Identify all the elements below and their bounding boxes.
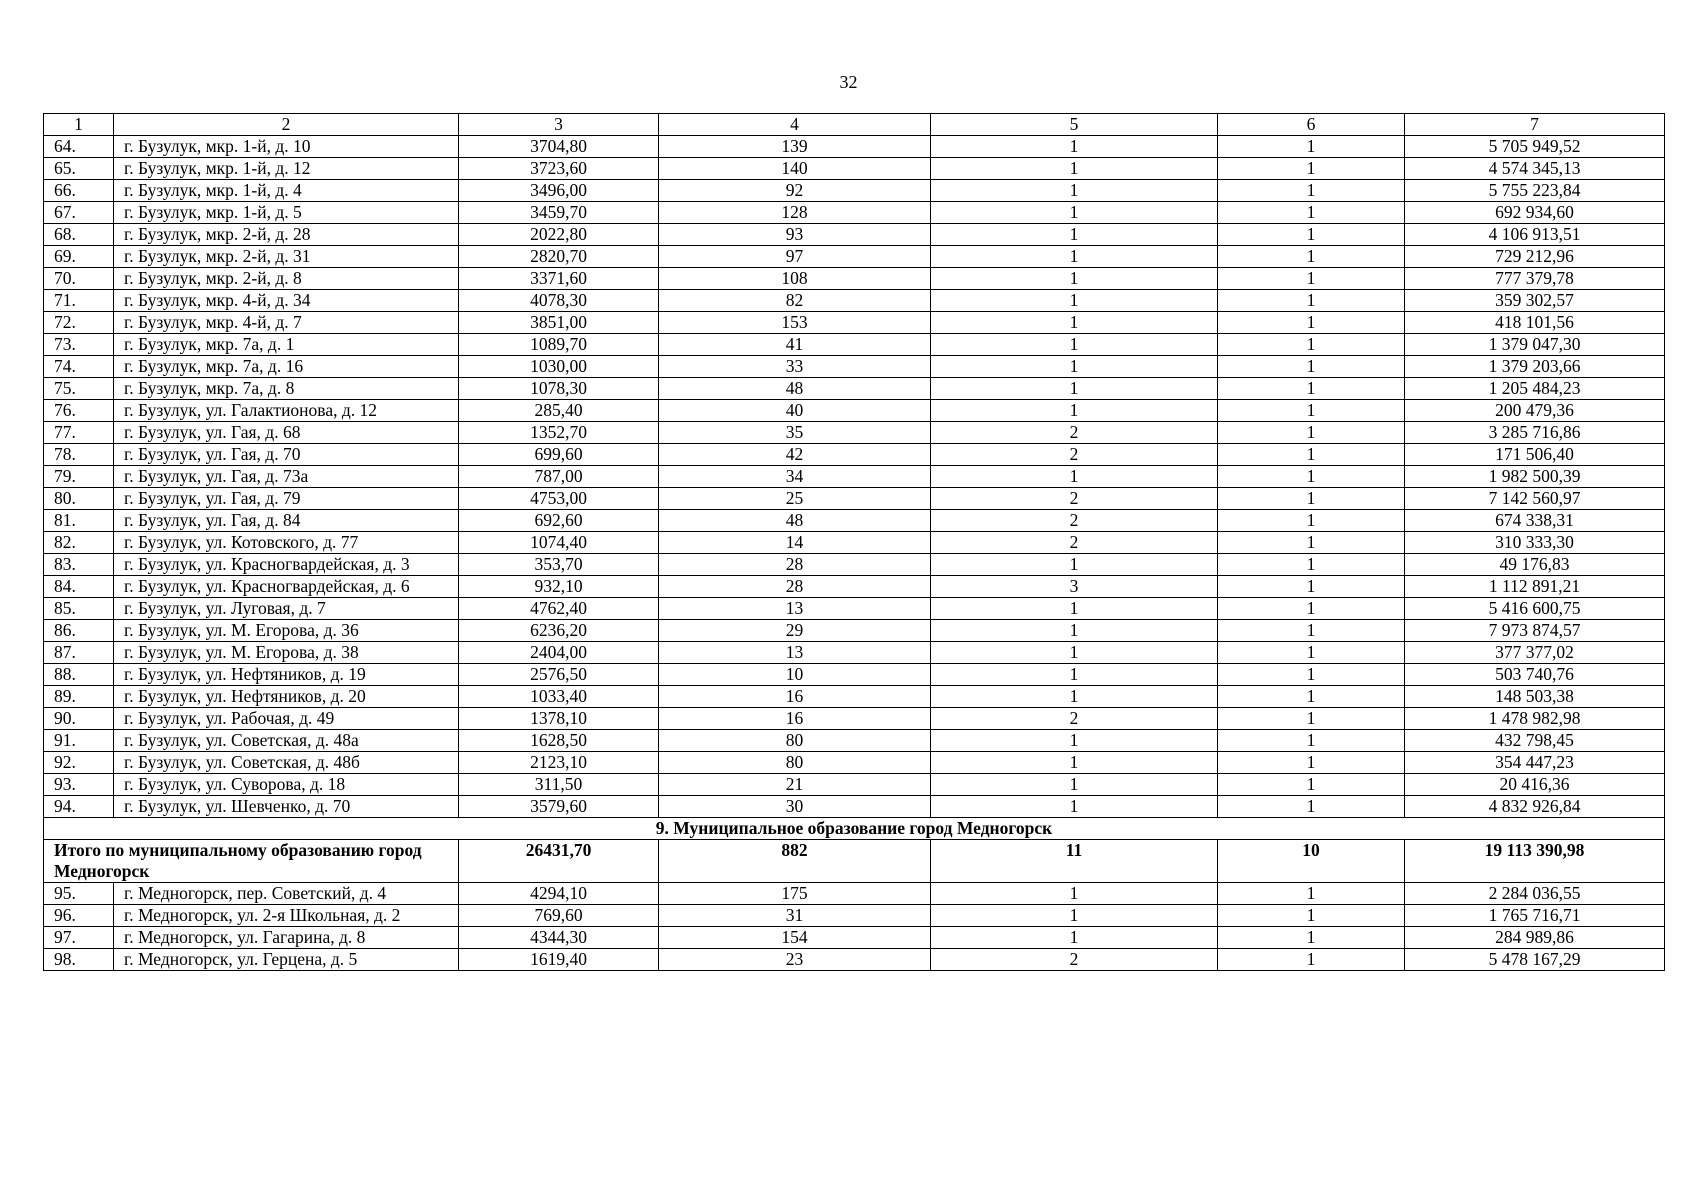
col6: 1 xyxy=(1218,136,1405,158)
col5: 1 xyxy=(931,224,1218,246)
area: 932,10 xyxy=(459,576,659,598)
col5: 2 xyxy=(931,444,1218,466)
cost: 729 212,96 xyxy=(1405,246,1665,268)
col5: 1 xyxy=(931,730,1218,752)
col6: 1 xyxy=(1218,752,1405,774)
residents: 14 xyxy=(659,532,931,554)
header-row xyxy=(44,114,1665,136)
table-row xyxy=(44,444,1665,466)
col6: 1 xyxy=(1218,883,1405,905)
col6: 1 xyxy=(1218,796,1405,818)
area: 769,60 xyxy=(459,905,659,927)
total-area: 26431,70 xyxy=(459,840,659,883)
address: г. Медногорск, ул. 2-я Школьная, д. 2 xyxy=(114,905,459,927)
row-number: 71. xyxy=(44,290,114,312)
row-number: 78. xyxy=(44,444,114,466)
area: 285,40 xyxy=(459,400,659,422)
address: г. Бузулук, мкр. 7а, д. 16 xyxy=(114,356,459,378)
col6: 1 xyxy=(1218,268,1405,290)
header-cell: 2 xyxy=(114,114,459,136)
address: г. Бузулук, ул. Рабочая, д. 49 xyxy=(114,708,459,730)
area: 2022,80 xyxy=(459,224,659,246)
table-row xyxy=(44,378,1665,400)
table-row xyxy=(44,642,1665,664)
table-row xyxy=(44,158,1665,180)
cost: 359 302,57 xyxy=(1405,290,1665,312)
row-number: 82. xyxy=(44,532,114,554)
col5: 1 xyxy=(931,752,1218,774)
area: 4344,30 xyxy=(459,927,659,949)
residents: 13 xyxy=(659,598,931,620)
col5: 1 xyxy=(931,554,1218,576)
address: г. Бузулук, мкр. 1-й, д. 4 xyxy=(114,180,459,202)
table-row xyxy=(44,246,1665,268)
address: г. Бузулук, ул. Шевченко, д. 70 xyxy=(114,796,459,818)
area: 6236,20 xyxy=(459,620,659,642)
cost: 4 106 913,51 xyxy=(1405,224,1665,246)
row-number: 80. xyxy=(44,488,114,510)
area: 3496,00 xyxy=(459,180,659,202)
cost: 171 506,40 xyxy=(1405,444,1665,466)
housing-table xyxy=(43,113,1665,971)
area: 3459,70 xyxy=(459,202,659,224)
col6: 1 xyxy=(1218,554,1405,576)
col5: 1 xyxy=(931,598,1218,620)
area: 1378,10 xyxy=(459,708,659,730)
col5: 1 xyxy=(931,686,1218,708)
col5: 1 xyxy=(931,927,1218,949)
row-number: 67. xyxy=(44,202,114,224)
total-label: Итого по муниципальному образованию город Медногорск xyxy=(44,840,459,883)
residents: 48 xyxy=(659,510,931,532)
table-row xyxy=(44,598,1665,620)
residents: 21 xyxy=(659,774,931,796)
cost: 1 478 982,98 xyxy=(1405,708,1665,730)
col6: 1 xyxy=(1218,378,1405,400)
area: 1033,40 xyxy=(459,686,659,708)
address: г. Бузулук, мкр. 7а, д. 8 xyxy=(114,378,459,400)
col5: 1 xyxy=(931,466,1218,488)
cost: 3 285 716,86 xyxy=(1405,422,1665,444)
address: г. Бузулук, мкр. 1-й, д. 12 xyxy=(114,158,459,180)
col6: 1 xyxy=(1218,620,1405,642)
residents: 108 xyxy=(659,268,931,290)
page-number: 32 xyxy=(839,72,858,92)
table-row xyxy=(44,136,1665,158)
residents: 48 xyxy=(659,378,931,400)
residents: 10 xyxy=(659,664,931,686)
row-number: 83. xyxy=(44,554,114,576)
col5: 1 xyxy=(931,136,1218,158)
area: 3371,60 xyxy=(459,268,659,290)
col5: 1 xyxy=(931,290,1218,312)
area: 1089,70 xyxy=(459,334,659,356)
cost: 1 205 484,23 xyxy=(1405,378,1665,400)
total-col6: 10 xyxy=(1218,840,1405,883)
cost: 692 934,60 xyxy=(1405,202,1665,224)
col5: 1 xyxy=(931,268,1218,290)
col6: 1 xyxy=(1218,510,1405,532)
residents: 92 xyxy=(659,180,931,202)
row-number: 81. xyxy=(44,510,114,532)
address: г. Бузулук, мкр. 4-й, д. 34 xyxy=(114,290,459,312)
col6: 1 xyxy=(1218,444,1405,466)
residents: 93 xyxy=(659,224,931,246)
col5: 1 xyxy=(931,334,1218,356)
address: г. Бузулук, мкр. 2-й, д. 31 xyxy=(114,246,459,268)
cost: 4 574 345,13 xyxy=(1405,158,1665,180)
total-residents: 882 xyxy=(659,840,931,883)
row-number: 79. xyxy=(44,466,114,488)
address: г. Бузулук, ул. Котовского, д. 77 xyxy=(114,532,459,554)
address: г. Бузулук, ул. Нефтяников, д. 19 xyxy=(114,664,459,686)
row-number: 77. xyxy=(44,422,114,444)
cost: 5 755 223,84 xyxy=(1405,180,1665,202)
col6: 1 xyxy=(1218,488,1405,510)
row-number: 64. xyxy=(44,136,114,158)
cost: 377 377,02 xyxy=(1405,642,1665,664)
table-row xyxy=(44,554,1665,576)
col6: 1 xyxy=(1218,730,1405,752)
col5: 1 xyxy=(931,312,1218,334)
cost: 432 798,45 xyxy=(1405,730,1665,752)
table-row xyxy=(44,752,1665,774)
row-number: 76. xyxy=(44,400,114,422)
col6: 1 xyxy=(1218,422,1405,444)
area: 1619,40 xyxy=(459,949,659,971)
col5: 1 xyxy=(931,246,1218,268)
col5: 2 xyxy=(931,488,1218,510)
row-number: 70. xyxy=(44,268,114,290)
address: г. Бузулук, ул. Красногвардейская, д. 3 xyxy=(114,554,459,576)
residents: 23 xyxy=(659,949,931,971)
address: г. Бузулук, мкр. 4-й, д. 7 xyxy=(114,312,459,334)
col6: 1 xyxy=(1218,246,1405,268)
col6: 1 xyxy=(1218,686,1405,708)
col5: 1 xyxy=(931,883,1218,905)
area: 2820,70 xyxy=(459,246,659,268)
row-number: 97. xyxy=(44,927,114,949)
address: г. Бузулук, ул. Советская, д. 48а xyxy=(114,730,459,752)
col5: 1 xyxy=(931,356,1218,378)
residents: 16 xyxy=(659,686,931,708)
table-row xyxy=(44,532,1665,554)
col5: 1 xyxy=(931,378,1218,400)
table-row xyxy=(44,774,1665,796)
area: 2404,00 xyxy=(459,642,659,664)
col6: 1 xyxy=(1218,290,1405,312)
col6: 1 xyxy=(1218,202,1405,224)
residents: 97 xyxy=(659,246,931,268)
residents: 41 xyxy=(659,334,931,356)
col6: 1 xyxy=(1218,400,1405,422)
cost: 200 479,36 xyxy=(1405,400,1665,422)
address: г. Бузулук, ул. Суворова, д. 18 xyxy=(114,774,459,796)
area: 311,50 xyxy=(459,774,659,796)
address: г. Медногорск, пер. Советский, д. 4 xyxy=(114,883,459,905)
cost: 284 989,86 xyxy=(1405,927,1665,949)
table-row xyxy=(44,180,1665,202)
row-number: 86. xyxy=(44,620,114,642)
col5: 1 xyxy=(931,664,1218,686)
section-title: 9. Муниципальное образование город Медногорск xyxy=(44,818,1665,840)
address: г. Бузулук, ул. Луговая, д. 7 xyxy=(114,598,459,620)
residents: 128 xyxy=(659,202,931,224)
cost: 418 101,56 xyxy=(1405,312,1665,334)
table-row xyxy=(44,202,1665,224)
address: г. Медногорск, ул. Гагарина, д. 8 xyxy=(114,927,459,949)
cost: 1 112 891,21 xyxy=(1405,576,1665,598)
residents: 28 xyxy=(659,554,931,576)
row-number: 91. xyxy=(44,730,114,752)
row-number: 66. xyxy=(44,180,114,202)
residents: 30 xyxy=(659,796,931,818)
row-number: 75. xyxy=(44,378,114,400)
col6: 1 xyxy=(1218,334,1405,356)
col6: 1 xyxy=(1218,466,1405,488)
row-number: 85. xyxy=(44,598,114,620)
table-row xyxy=(44,510,1665,532)
residents: 33 xyxy=(659,356,931,378)
cost: 674 338,31 xyxy=(1405,510,1665,532)
address: г. Бузулук, мкр. 7а, д. 1 xyxy=(114,334,459,356)
cost: 2 284 036,55 xyxy=(1405,883,1665,905)
col6: 1 xyxy=(1218,180,1405,202)
header-cell: 1 xyxy=(44,114,114,136)
residents: 25 xyxy=(659,488,931,510)
row-number: 94. xyxy=(44,796,114,818)
row-number: 69. xyxy=(44,246,114,268)
col6: 1 xyxy=(1218,905,1405,927)
col5: 3 xyxy=(931,576,1218,598)
area: 4294,10 xyxy=(459,883,659,905)
address: г. Бузулук, ул. Нефтяников, д. 20 xyxy=(114,686,459,708)
address: г. Бузулук, ул. М. Егорова, д. 36 xyxy=(114,620,459,642)
row-number: 68. xyxy=(44,224,114,246)
total-col5: 11 xyxy=(931,840,1218,883)
area: 787,00 xyxy=(459,466,659,488)
cost: 49 176,83 xyxy=(1405,554,1665,576)
col5: 2 xyxy=(931,708,1218,730)
area: 4753,00 xyxy=(459,488,659,510)
area: 3704,80 xyxy=(459,136,659,158)
col6: 1 xyxy=(1218,598,1405,620)
address: г. Бузулук, мкр. 2-й, д. 28 xyxy=(114,224,459,246)
cost: 1 765 716,71 xyxy=(1405,905,1665,927)
area: 1078,30 xyxy=(459,378,659,400)
section-row xyxy=(44,818,1665,840)
table-row xyxy=(44,708,1665,730)
col5: 1 xyxy=(931,774,1218,796)
cost: 503 740,76 xyxy=(1405,664,1665,686)
row-number: 84. xyxy=(44,576,114,598)
col5: 1 xyxy=(931,642,1218,664)
area: 1074,40 xyxy=(459,532,659,554)
residents: 35 xyxy=(659,422,931,444)
col5: 1 xyxy=(931,400,1218,422)
address: г. Медногорск, ул. Герцена, д. 5 xyxy=(114,949,459,971)
area: 699,60 xyxy=(459,444,659,466)
row-number: 87. xyxy=(44,642,114,664)
residents: 42 xyxy=(659,444,931,466)
residents: 175 xyxy=(659,883,931,905)
table-row xyxy=(44,686,1665,708)
area: 1352,70 xyxy=(459,422,659,444)
row-number: 74. xyxy=(44,356,114,378)
row-number: 72. xyxy=(44,312,114,334)
col6: 1 xyxy=(1218,664,1405,686)
address: г. Бузулук, ул. Гая, д. 79 xyxy=(114,488,459,510)
residents: 140 xyxy=(659,158,931,180)
area: 1628,50 xyxy=(459,730,659,752)
col6: 1 xyxy=(1218,356,1405,378)
cost: 1 982 500,39 xyxy=(1405,466,1665,488)
row-number: 73. xyxy=(44,334,114,356)
cost: 354 447,23 xyxy=(1405,752,1665,774)
cost: 5 478 167,29 xyxy=(1405,949,1665,971)
address: г. Бузулук, ул. Гая, д. 73а xyxy=(114,466,459,488)
row-number: 93. xyxy=(44,774,114,796)
address: г. Бузулук, ул. М. Егорова, д. 38 xyxy=(114,642,459,664)
row-number: 98. xyxy=(44,949,114,971)
address: г. Бузулук, ул. Гая, д. 68 xyxy=(114,422,459,444)
col6: 1 xyxy=(1218,312,1405,334)
residents: 153 xyxy=(659,312,931,334)
residents: 80 xyxy=(659,752,931,774)
col5: 1 xyxy=(931,796,1218,818)
col5: 2 xyxy=(931,422,1218,444)
area: 4762,40 xyxy=(459,598,659,620)
col5: 2 xyxy=(931,510,1218,532)
row-number: 95. xyxy=(44,883,114,905)
table-row xyxy=(44,466,1665,488)
cost: 20 416,36 xyxy=(1405,774,1665,796)
cost: 5 705 949,52 xyxy=(1405,136,1665,158)
total-cost: 19 113 390,98 xyxy=(1405,840,1665,883)
row-number: 96. xyxy=(44,905,114,927)
table-row xyxy=(44,905,1665,927)
cost: 4 832 926,84 xyxy=(1405,796,1665,818)
row-number: 90. xyxy=(44,708,114,730)
cost: 7 142 560,97 xyxy=(1405,488,1665,510)
header-cell: 4 xyxy=(659,114,931,136)
table-row xyxy=(44,290,1665,312)
address: г. Бузулук, ул. Гая, д. 84 xyxy=(114,510,459,532)
col5: 2 xyxy=(931,949,1218,971)
table-row xyxy=(44,400,1665,422)
table-row xyxy=(44,620,1665,642)
col6: 1 xyxy=(1218,158,1405,180)
header-cell: 6 xyxy=(1218,114,1405,136)
residents: 139 xyxy=(659,136,931,158)
table-row xyxy=(44,488,1665,510)
residents: 28 xyxy=(659,576,931,598)
cost: 148 503,38 xyxy=(1405,686,1665,708)
table-row xyxy=(44,312,1665,334)
cost: 1 379 047,30 xyxy=(1405,334,1665,356)
table-row xyxy=(44,927,1665,949)
cost: 5 416 600,75 xyxy=(1405,598,1665,620)
area: 3851,00 xyxy=(459,312,659,334)
col5: 1 xyxy=(931,202,1218,224)
col6: 1 xyxy=(1218,927,1405,949)
cost: 1 379 203,66 xyxy=(1405,356,1665,378)
area: 1030,00 xyxy=(459,356,659,378)
area: 2576,50 xyxy=(459,664,659,686)
col6: 1 xyxy=(1218,532,1405,554)
total-row xyxy=(44,840,1665,883)
residents: 29 xyxy=(659,620,931,642)
table-row xyxy=(44,730,1665,752)
table-row xyxy=(44,883,1665,905)
area: 3579,60 xyxy=(459,796,659,818)
row-number: 88. xyxy=(44,664,114,686)
area: 4078,30 xyxy=(459,290,659,312)
col6: 1 xyxy=(1218,642,1405,664)
residents: 13 xyxy=(659,642,931,664)
col5: 1 xyxy=(931,620,1218,642)
residents: 154 xyxy=(659,927,931,949)
table-row xyxy=(44,949,1665,971)
col6: 1 xyxy=(1218,224,1405,246)
address: г. Бузулук, ул. Гая, д. 70 xyxy=(114,444,459,466)
table-row xyxy=(44,356,1665,378)
residents: 16 xyxy=(659,708,931,730)
col5: 1 xyxy=(931,180,1218,202)
cost: 777 379,78 xyxy=(1405,268,1665,290)
area: 353,70 xyxy=(459,554,659,576)
cost: 310 333,30 xyxy=(1405,532,1665,554)
header-cell: 5 xyxy=(931,114,1218,136)
address: г. Бузулук, ул. Галактионова, д. 12 xyxy=(114,400,459,422)
residents: 34 xyxy=(659,466,931,488)
col6: 1 xyxy=(1218,576,1405,598)
area: 2123,10 xyxy=(459,752,659,774)
residents: 80 xyxy=(659,730,931,752)
residents: 31 xyxy=(659,905,931,927)
table-row xyxy=(44,268,1665,290)
address: г. Бузулук, мкр. 1-й, д. 10 xyxy=(114,136,459,158)
table-row xyxy=(44,796,1665,818)
address: г. Бузулук, мкр. 1-й, д. 5 xyxy=(114,202,459,224)
table-row xyxy=(44,664,1665,686)
address: г. Бузулук, ул. Красногвардейская, д. 6 xyxy=(114,576,459,598)
row-number: 65. xyxy=(44,158,114,180)
table-row xyxy=(44,576,1665,598)
header-cell: 7 xyxy=(1405,114,1665,136)
col5: 1 xyxy=(931,158,1218,180)
address: г. Бузулук, ул. Советская, д. 48б xyxy=(114,752,459,774)
col5: 1 xyxy=(931,905,1218,927)
cost: 7 973 874,57 xyxy=(1405,620,1665,642)
residents: 40 xyxy=(659,400,931,422)
area: 692,60 xyxy=(459,510,659,532)
header-cell: 3 xyxy=(459,114,659,136)
table-row xyxy=(44,334,1665,356)
residents: 82 xyxy=(659,290,931,312)
row-number: 89. xyxy=(44,686,114,708)
col6: 1 xyxy=(1218,708,1405,730)
address: г. Бузулук, мкр. 2-й, д. 8 xyxy=(114,268,459,290)
col6: 1 xyxy=(1218,774,1405,796)
col5: 2 xyxy=(931,532,1218,554)
table-row xyxy=(44,422,1665,444)
row-number: 92. xyxy=(44,752,114,774)
table-row xyxy=(44,224,1665,246)
area: 3723,60 xyxy=(459,158,659,180)
col6: 1 xyxy=(1218,949,1405,971)
